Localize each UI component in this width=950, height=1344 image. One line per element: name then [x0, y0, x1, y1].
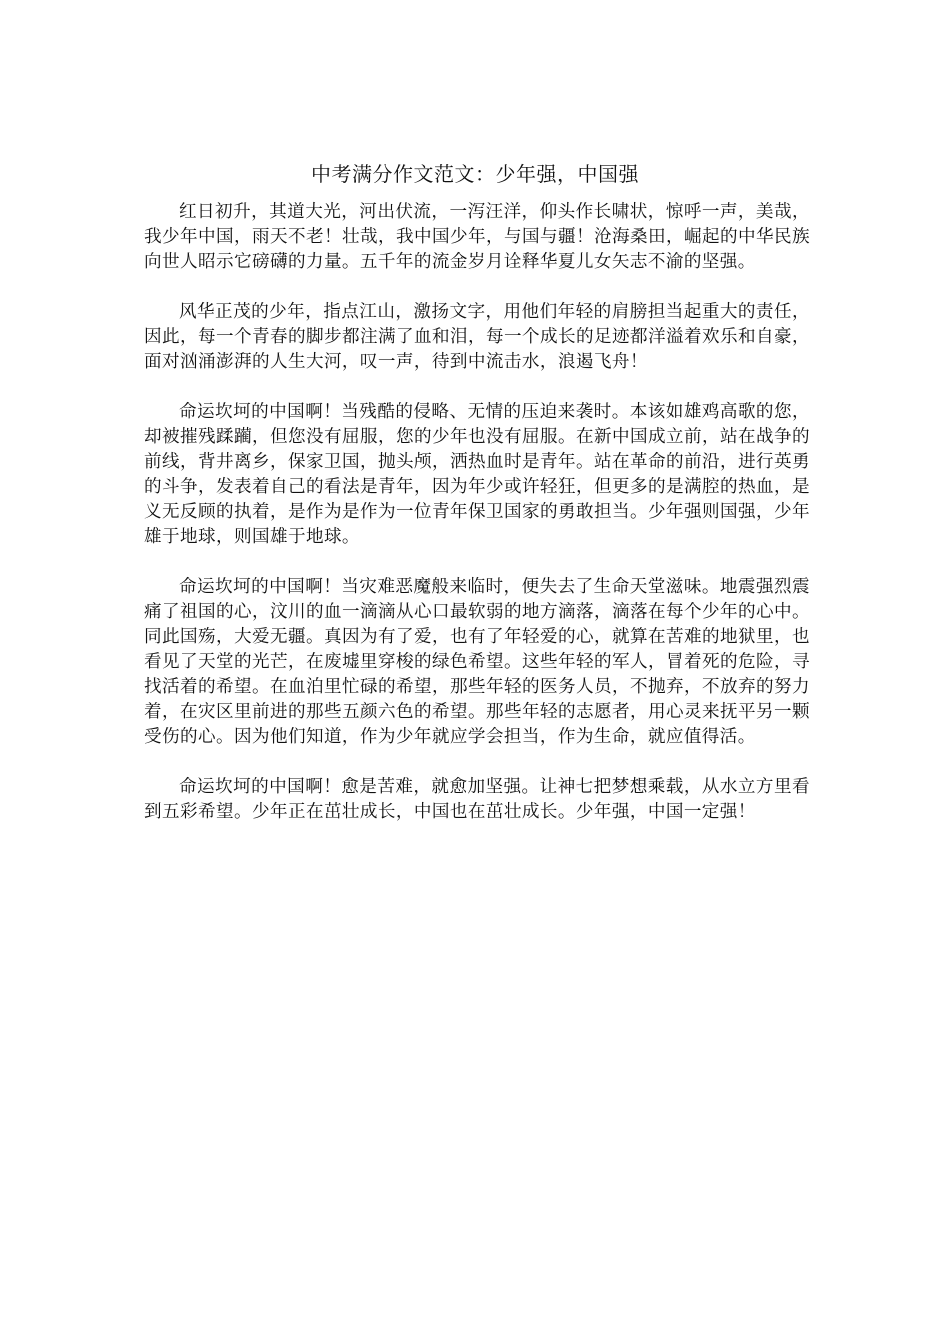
- paragraph-3: 命运坎坷的中国啊！当残酷的侵略、无情的压迫来袭时。本该如雄鸡高歌的您，却被摧残蹂躏，但您没有屈服，您的少年也没有屈服。在新中国成立前，站在战争的前线，背井离乡，保家卫国，抛头颅，洒热血时是青年。站在革命的前沿，进行英勇的斗争，发表着自己的看法是青年，因为年少或许轻狂，但更多的是满腔的热血，是义无反顾的执着，是作为是作为一位青年保卫国家的勇敢担当。少年强则国强，少年雄于地球，则国雄于地球。: [144, 402, 810, 547]
- paragraph-2: 风华正茂的少年，指点江山，激扬文字，用他们年轻的肩膀担当起重大的责任，因此，每一个青春的脚步都注满了血和泪，每一个成长的足迹都洋溢着欢乐和自豪，面对汹涌澎湃的人生大河，叹一声，待到中流击水，浪遏飞舟！: [144, 302, 810, 372]
- paragraph-4: 命运坎坷的中国啊！当灾难恶魔般来临时，便失去了生命天堂滋味。地震强烈震痛了祖国的心，汶川的血一滴滴从心口最软弱的地方滴落，滴落在每个少年的心中。同此国殇，大爱无疆。真因为有了爱，也有了年轻爱的心，就算在苦难的地狱里，也看见了天堂的光芒，在废墟里穿梭的绿色希望。这些年轻的军人，冒着死的危险，寻找活着的希望。在血泊里忙碌的希望，那些年轻的医务人员，不抛弃，不放弃的努力着，在灾区里前进的那些五颜六色的希望。那些年轻的志愿者，用心灵来抚平另一颗受伤的心。因为他们知道，作为少年就应学会担当，作为生命，就应值得活。: [144, 577, 810, 747]
- paragraph-5: 命运坎坷的中国啊！愈是苦难，就愈加坚强。让神七把梦想乘载，从水立方里看到五彩希望。少年正在茁壮成长，中国也在茁壮成长。少年强，中国一定强！: [144, 777, 810, 822]
- document-body: [144, 200, 810, 850]
- paragraph-1: 红日初升，其道大光，河出伏流，一泻汪洋，仰头作长啸状，惊呼一声，美哉，我少年中国，雨天不老！壮哉，我中国少年，与国与疆！沧海桑田，崛起的中华民族向世人昭示它磅礴的力量。五千年的流金岁月诠释华夏儿女矢志不渝的坚强。: [144, 202, 810, 272]
- document-title: 中考满分作文范文：少年强，中国强: [311, 162, 639, 186]
